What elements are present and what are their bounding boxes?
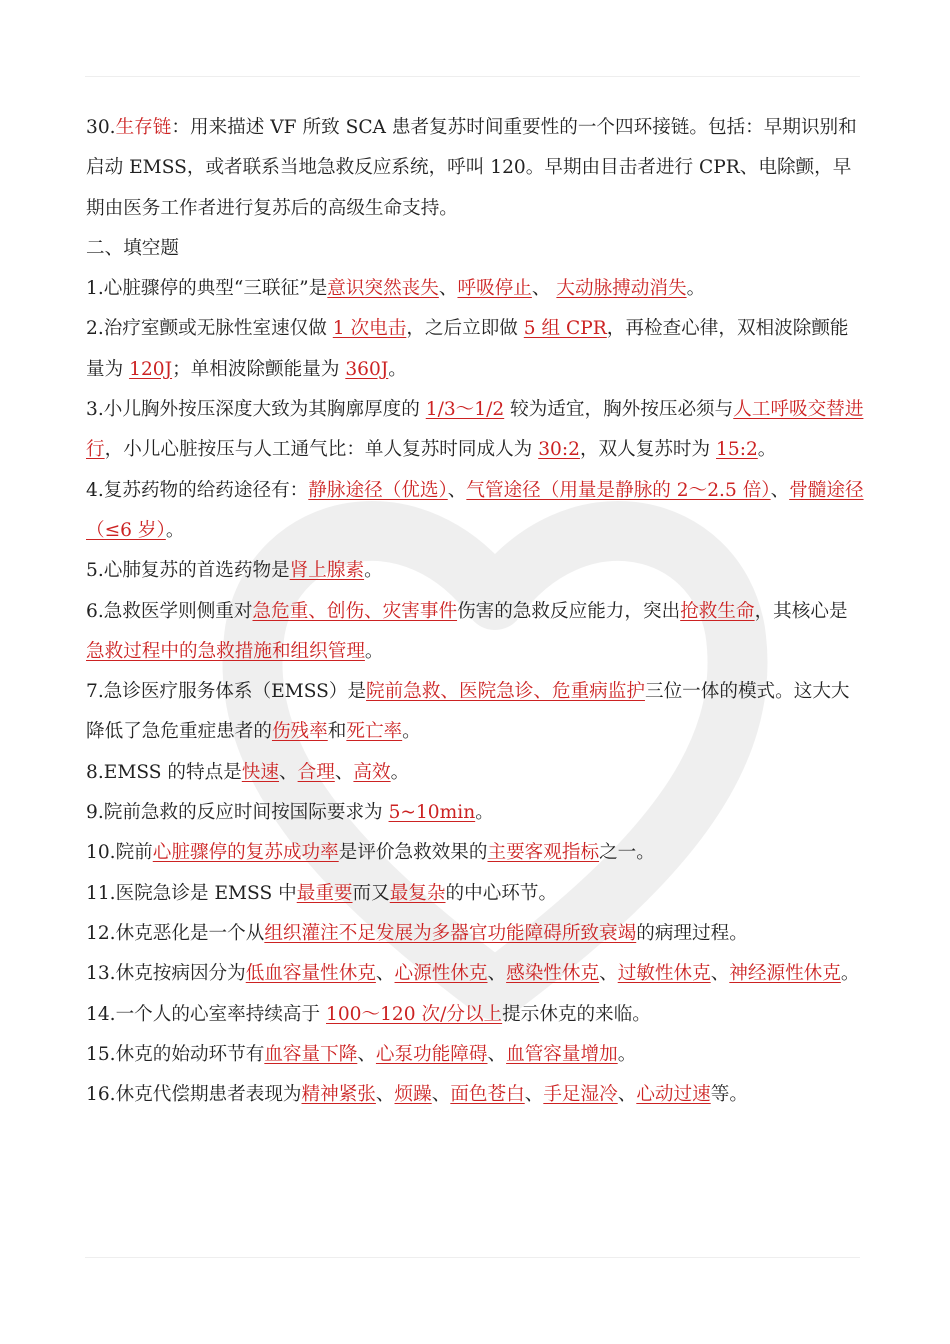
body-text: 2.治疗室颤或无脉性室速仅做 (86, 318, 333, 340)
answer-text: 静脉途径（优选） (308, 479, 448, 501)
body-text: 1.心脏骤停的典型“三联征”是 (86, 278, 328, 300)
body-text: 11.医院急诊是 EMSS 中 (86, 882, 297, 904)
answer-text: 360J (345, 358, 389, 380)
body-text: 较为适宜，胸外按压必须与 (504, 399, 734, 421)
answer-text: 肾上腺素 (289, 560, 365, 582)
answer-text: 死亡率 (346, 721, 403, 743)
term-highlight: 生存链 (115, 117, 172, 138)
paragraph (86, 874, 866, 914)
paragraph (86, 833, 866, 873)
answer-text: 意识突然丧失 (327, 278, 439, 300)
answer-text: 15:2 (716, 439, 758, 461)
answer-text: 组织灌注不足发展为多器官功能障碍所致衰竭 (264, 922, 637, 944)
answer-text: 120J (129, 358, 173, 380)
body-text: 。 (475, 802, 494, 824)
body-text: 7.急诊医疗服务体系（EMSS）是 (86, 681, 367, 703)
body-text: 、 (599, 963, 618, 985)
body-text: 之一。 (599, 842, 655, 864)
answer-text: 抢救生命 (680, 600, 755, 622)
body-text: 16.休克代偿期患者表现为 (86, 1084, 302, 1106)
body-text: ；单相波除颤能量为 (172, 358, 346, 380)
body-text: 、 (375, 1084, 395, 1106)
answer-text: 血管容量增加 (506, 1043, 618, 1065)
paragraph (86, 954, 866, 994)
paragraph (86, 108, 866, 229)
body-text: ，小儿心脏按压与人工通气比：单人复苏时同成人为 (104, 439, 539, 461)
body-text: 、 (487, 963, 507, 985)
paragraph (86, 592, 866, 673)
answer-text: 心动过速 (636, 1084, 711, 1106)
answer-text: 急救过程中的急救措施和组织管理 (86, 640, 365, 662)
answer-text: 手足湿冷 (543, 1084, 618, 1106)
body-text: 的中心环节。 (445, 882, 558, 904)
paragraph (86, 269, 866, 309)
body-text: 、 (431, 1084, 451, 1106)
answer-text: 人工呼吸交替进行 (86, 399, 864, 461)
body-text: 。 (840, 963, 860, 985)
answer-text: 100～120 次/分以上 (326, 1003, 503, 1025)
answer-text: 最复杂 (389, 882, 446, 904)
answer-text: 快速 (241, 761, 279, 783)
body-text: 4.复苏药物的给药途径有： (86, 479, 309, 501)
body-text: 。 (757, 439, 777, 461)
paragraph (86, 1035, 866, 1075)
body-text: 12.休克恶化是一个从 (86, 922, 265, 944)
body-text: 5.心肺复苏的首选药物是 (86, 560, 290, 582)
paragraph (86, 1075, 866, 1115)
answer-text: 心泵功能障碍 (375, 1043, 488, 1065)
answer-text: 精神紧张 (301, 1084, 376, 1106)
paragraph (86, 914, 866, 954)
body-text: 。 (364, 640, 384, 662)
body-text: ：用来描述 VF 所致 SCA 患者复苏时间重要性的一个四环接链。包括：早期识别和启动 EMSS，或者联系当地急救反应系统，呼叫 120。早期由目击者进行 CPR、电除颤，早期由医务工作者进行复苏后的高级生命支持。 (86, 117, 857, 219)
body-text: 、 (279, 761, 298, 783)
paragraph (86, 995, 866, 1035)
answer-text: 过敏性休克 (617, 963, 711, 985)
answer-text: 大动脉搏动消失 (556, 278, 687, 300)
body-text: 提示休克的来临。 (502, 1003, 651, 1025)
body-text: 9.院前急救的反应时间按国际要求为 (86, 802, 389, 824)
answer-text: 合理 (297, 761, 335, 783)
paragraph (86, 390, 866, 471)
answer-text: 5~10min (388, 802, 476, 824)
answer-text: 1 次电击 (332, 318, 407, 340)
body-text: 、 (438, 278, 458, 300)
body-text: 8.EMSS 的特点是 (86, 761, 242, 783)
answer-text: 心源性休克 (394, 963, 488, 985)
body-text: 3.小儿胸外按压深度大致为其胸廓厚度的 (86, 399, 426, 421)
body-text: 伤害的急救反应能力，突出 (457, 600, 681, 622)
body-text: 、 (524, 1084, 544, 1106)
body-text: 、 (447, 479, 467, 501)
body-text: ，再检查心律，双相波除颤能量为 (86, 318, 849, 380)
answer-text: 30:2 (538, 439, 580, 461)
answer-text: 1/3～1/2 (425, 399, 505, 421)
body-text: 、 (375, 963, 395, 985)
answer-text: 最重要 (296, 882, 353, 904)
body-text: 。 (617, 1043, 637, 1065)
paragraph (86, 793, 866, 833)
body-text: 、 (770, 479, 790, 501)
body-text: 10.院前 (86, 842, 153, 864)
section-heading (86, 229, 866, 269)
top-rule (85, 76, 860, 77)
body-text: 是评价急救效果的 (338, 842, 488, 864)
answer-text: 气管途径（用量是静脉的 2～2.5 倍） (466, 479, 771, 501)
paragraph (86, 471, 866, 552)
body-text: 、 (487, 1043, 507, 1065)
body-text: 、 (617, 1084, 637, 1106)
answer-text: 呼吸停止 (457, 278, 532, 300)
body-text: 和 (327, 721, 347, 743)
paragraph (86, 309, 866, 390)
answer-text: 感染性休克 (506, 963, 600, 985)
answer-text: 烦躁 (394, 1084, 432, 1106)
answer-text: 低血容量性休克 (245, 963, 376, 985)
body-text: 。 (165, 519, 185, 541)
answer-text: 心脏骤停的复苏成功率 (152, 842, 339, 864)
answer-text: 急危重、创伤、灾害事件 (252, 600, 458, 622)
body-text: 。 (364, 560, 383, 582)
body-text: ，双人复苏时为 (579, 439, 717, 461)
answer-text: 5 组 CPR (523, 318, 607, 340)
answer-text: 骨髓途径（≤6 岁） (86, 479, 864, 541)
answer-text: 院前急救、医院急诊、危重病监护 (366, 681, 645, 703)
answer-text: 伤残率 (271, 721, 328, 743)
body-text: 13.休克按病因分为 (86, 963, 246, 985)
body-text: 等。 (710, 1084, 748, 1106)
body-text: ，其核心是 (754, 600, 848, 622)
body-text: 、 (531, 278, 557, 300)
answer-text: 血容量下降 (264, 1043, 358, 1065)
body-text: 。 (388, 358, 407, 380)
body-text: 。 (390, 761, 410, 783)
paragraph (86, 753, 866, 793)
body-text: 。 (686, 278, 706, 300)
body-text: 6.急救医学则侧重对 (86, 600, 253, 622)
body-text: 14.一个人的心室率持续高于 (86, 1003, 327, 1025)
body-text: 三位一体的模式。这大大降低了急危重症患者的 (86, 681, 850, 743)
paragraph (86, 551, 866, 591)
body-text: ，之后立即做 (406, 318, 524, 340)
paragraph (86, 672, 866, 753)
body-text: 、 (710, 963, 730, 985)
answer-text: 高效 (353, 761, 391, 783)
body-text: 30. (86, 117, 116, 138)
answer-text: 神经源性休克 (729, 963, 841, 985)
bottom-rule (85, 1257, 860, 1258)
body-text: 的病理过程。 (636, 922, 748, 944)
body-text: 而又 (352, 882, 390, 904)
document-body (86, 108, 866, 1115)
body-text: 、 (334, 761, 354, 783)
body-text: 。 (402, 721, 421, 743)
body-text: 15.休克的始动环节有 (86, 1043, 265, 1065)
answer-text: 面色苍白 (450, 1084, 525, 1106)
body-text: 二、填空题 (86, 237, 179, 259)
body-text: 、 (357, 1043, 376, 1065)
answer-text: 主要客观指标 (487, 842, 600, 864)
